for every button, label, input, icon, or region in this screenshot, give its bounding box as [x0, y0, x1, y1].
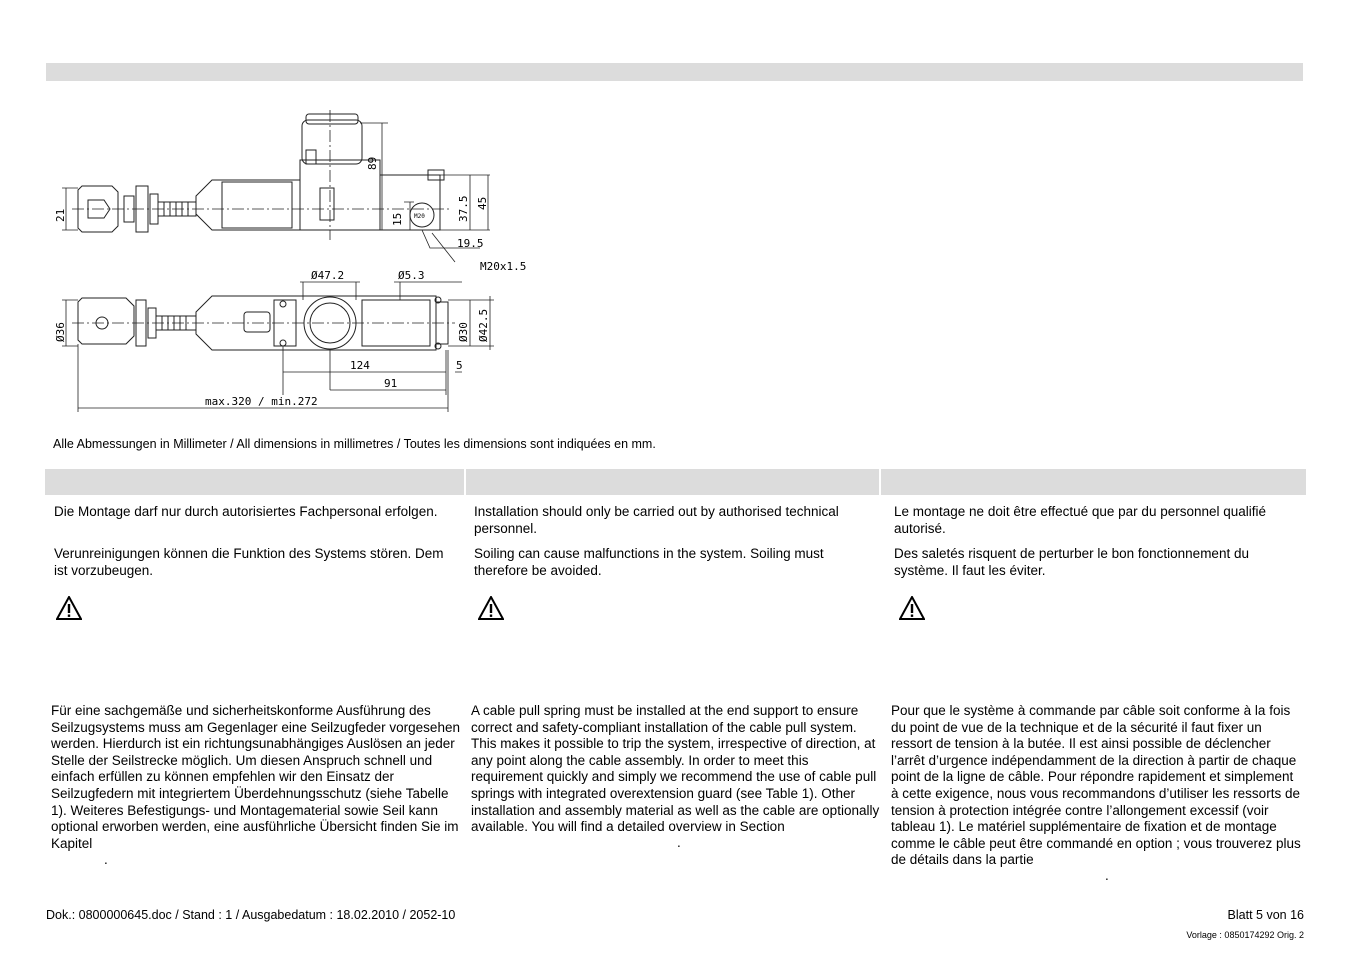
- de-paragraph-2: Verunreinigungen können die Funktion des Systems stören. Dem ist vorzubeugen.: [54, 546, 444, 578]
- footer-page-number: Blatt 5 von 16: [1227, 908, 1304, 922]
- dim-m20x1-5: M20x1.5: [480, 260, 527, 273]
- de-paragraph-1: Die Montage darf nur durch autorisiertes Fachpersonal erfolgen.: [54, 504, 438, 519]
- dim-91: 91: [384, 377, 398, 390]
- dim-124: 124: [350, 359, 370, 372]
- dim-19-5: 19.5: [457, 237, 484, 250]
- dim-dia-30: Ø30: [457, 322, 470, 342]
- dim-21: 21: [54, 208, 67, 222]
- dim-m20: M20: [414, 213, 425, 220]
- dim-45: 45: [476, 196, 489, 210]
- footer-document-info: Dok.: 0800000645.doc / Stand : 1 / Ausgabedatum : 18.02.2010 / 2052-10: [46, 908, 456, 922]
- dim-89: 89: [366, 156, 379, 170]
- en-paragraph-3: A cable pull spring must be installed at the end support to ensure correct and safety-compliant installation of the cable pull system. This makes it possible to trip the system, irrespective of direction, at any point along the cable assembly. In order to meet this requirement quickly and simply we recommend the use of cable pull springs with integrated overextension guard (see Table 1). Other installation and assembly material as well as the cable are optionally available. You will find a detailed overview in Section: [471, 703, 880, 835]
- fr-paragraph-3: Pour que le système à commande par câble soit conforme à la fois du point de vue de la technique et de la sécurité il faut fixer un ressort de tension à la butée. Il est ainsi possible de déclencher l’arrêt d’urgence indépendamment de la direction à partir de chaque point de la ligne de câble. Pour répondre rapidement et simplement à cette exigence, nous vous recommandons d’utiliser les ressorts de tension à protection intégrée contre l’allongement excessif (voir tableau 1). Le matériel supplémentaire de fixation et de montage comme le câble peut être commandé en option ; vous trouverez plus de détails dans la partie: [891, 703, 1301, 868]
- dimensions-note: Alle Abmessungen in Millimeter / All dimensions in millimetres / Toutes les dimensions sont indiquées en mm.: [53, 437, 656, 451]
- fr-paragraph-1: Le montage ne doit être effectué que par du personnel qualifié autorisé.: [894, 504, 1267, 536]
- de-paragraph-3-end: .: [104, 852, 108, 867]
- column-header-fr: [881, 469, 1306, 495]
- en-paragraph-3-end: .: [677, 835, 681, 850]
- column-header-en: [466, 469, 879, 495]
- warning-triangle-icon: [478, 596, 504, 625]
- warning-triangle-icon: [56, 596, 82, 625]
- en-paragraph-2: Soiling can cause malfunctions in the system. Soiling must therefore be avoided.: [474, 546, 824, 578]
- dim-dia-36: Ø36: [54, 322, 67, 342]
- dim-37-5: 37.5: [457, 195, 470, 222]
- dim-max-min: max.320 / min.272: [205, 395, 318, 408]
- dim-dia-5-3: Ø5.3: [398, 269, 425, 282]
- dim-15: 15: [391, 212, 404, 226]
- warning-triangle-icon: [899, 596, 925, 625]
- dim-5: 5: [456, 359, 463, 372]
- header-bar: [46, 63, 1303, 81]
- dimension-drawing: [40, 100, 540, 420]
- en-paragraph-1: Installation should only be carried out by authorised technical personnel.: [474, 504, 839, 536]
- fr-paragraph-2: Des saletés risquent de perturber le bon fonctionnement du système. Il faut les éviter.: [894, 546, 1249, 578]
- dim-dia-42-5: Ø42.5: [477, 308, 490, 342]
- dim-dia-47-2: Ø47.2: [311, 269, 345, 282]
- footer-template: Vorlage : 0850174292 Orig. 2: [1186, 930, 1304, 940]
- column-header-de: [45, 469, 464, 495]
- fr-paragraph-3-end: .: [1105, 868, 1109, 883]
- de-paragraph-3: Für eine sachgemäße und sicherheitskonforme Ausführung des Seilzugsystems muss am Gegenlager eine Seilzugfeder vorgesehen werden. Hierdurch ist ein richtungsunabhängiges Auslösen an jeder Stelle der Seilstrecke möglich. Um diesen Anspruch schnell und einfach erfüllen zu können empfehlen wir den Einsatz der Seilzugfedern mit integriertem Überdehnungsschutz (siehe Tabelle 1). Weiteres Befestigungs- und Montagematerial sowie Seil kann optional erworben werden, eine ausführliche Übersicht finden Sie im Kapitel: [51, 703, 460, 851]
- top-view: [72, 296, 455, 350]
